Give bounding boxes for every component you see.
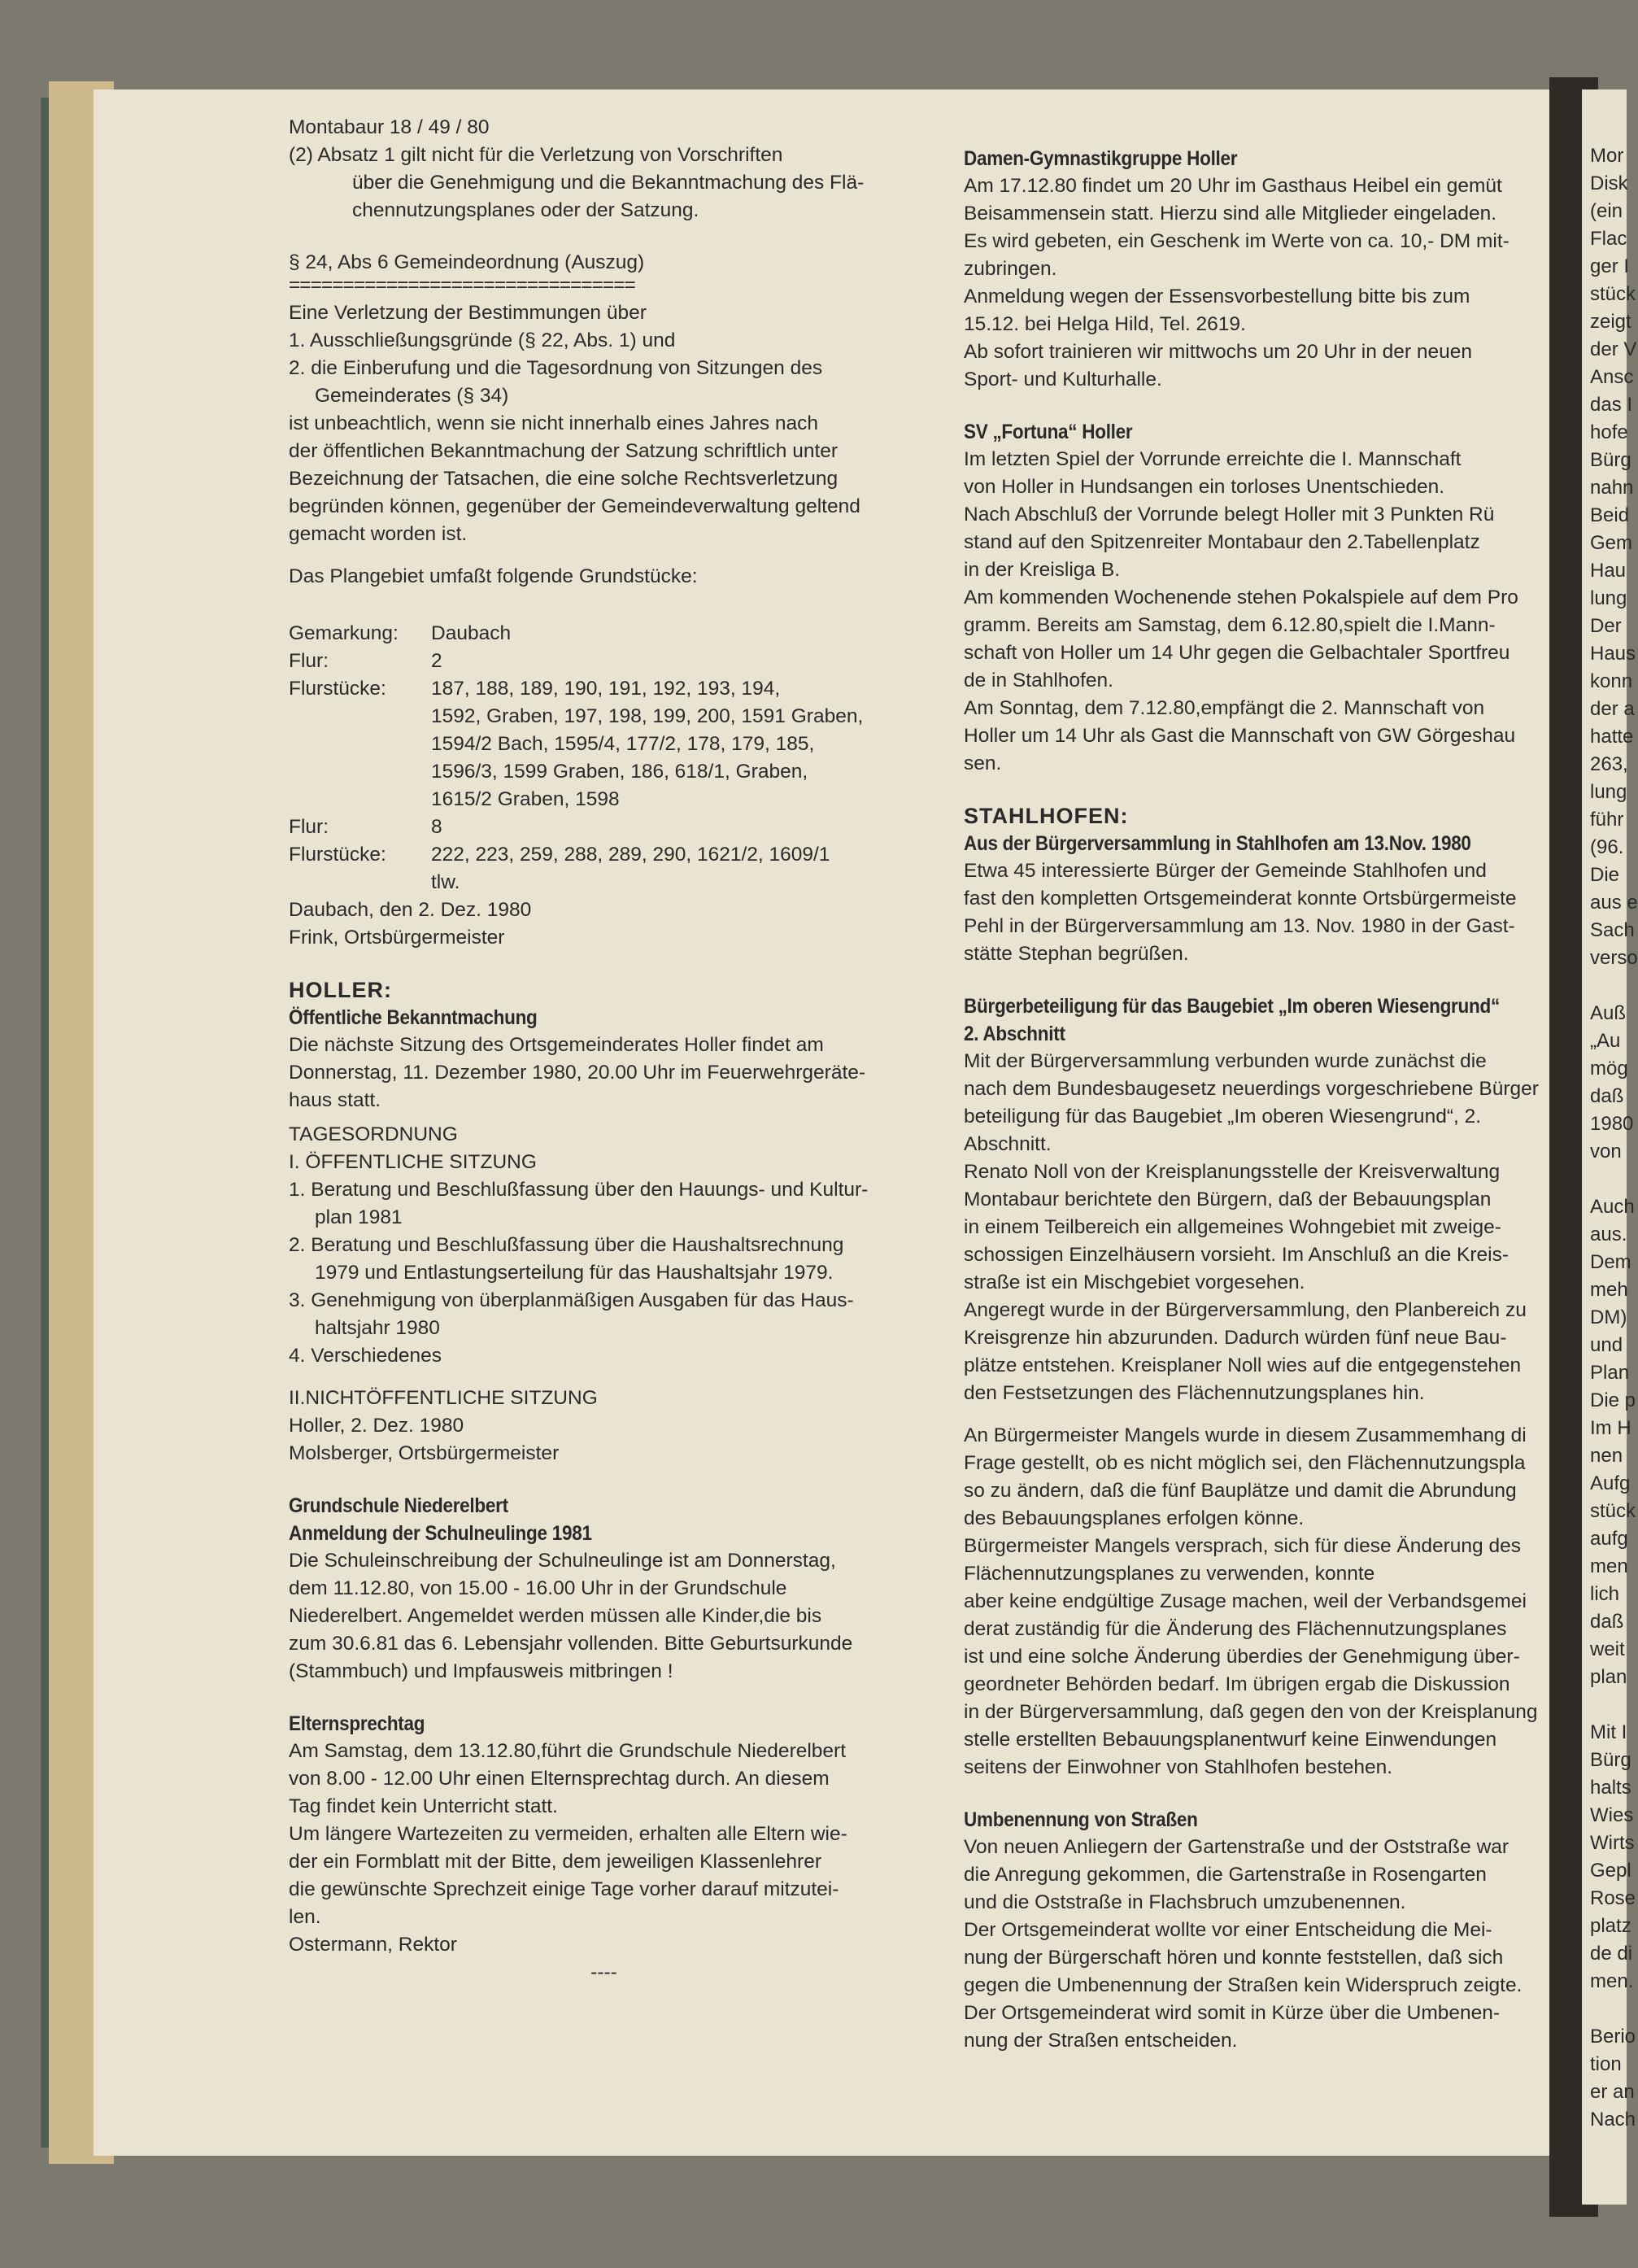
next-page-fragment: 1980 — [1590, 1113, 1634, 1135]
text-line: in einem Teilbereich ein allgemeines Wohngebiet mit zweige- — [964, 1216, 1501, 1238]
next-page-fragment: Der — [1590, 615, 1622, 637]
text-line: fast den kompletten Ortsgemeinderat konnte Ortsbürgermeiste — [964, 888, 1517, 909]
signature-line: Frink, Ortsbürgermeister — [289, 927, 505, 949]
list-item: 2. Beratung und Beschlußfassung über die Haushaltsrechnung — [289, 1234, 844, 1256]
parcel-value: 1596/3, 1599 Graben, 186, 618/1, Graben, — [431, 761, 808, 783]
next-page-fragment: mög — [1590, 1058, 1628, 1079]
text-line: beteiligung für das Baugebiet „Im oberen Wiesengrund“, 2. — [964, 1106, 1482, 1127]
section-title: § 24, Abs 6 Gemeindeordnung (Auszug) — [289, 251, 645, 273]
parcel-key: Flur: — [289, 816, 329, 838]
text-line: 1979 und Entlastungserteilung für das Haushaltsjahr 1979. — [315, 1262, 834, 1284]
next-page-fragment: (ein — [1590, 200, 1623, 222]
text-line: Daubach, den 2. Dez. 1980 — [289, 899, 532, 921]
next-page-fragment: aus. — [1590, 1223, 1627, 1245]
parcel-value: 1592, Graben, 197, 198, 199, 200, 1591 Graben, — [431, 705, 864, 727]
text-line: aber keine endgültige Zusage machen, weil der Verbandsgemei — [964, 1590, 1527, 1612]
next-page-fragment: und — [1590, 1334, 1623, 1356]
text-line: des Bebauungsplanes erfolgen könne. — [964, 1507, 1305, 1529]
parcel-value: Daubach — [431, 622, 512, 644]
text-line: Abschnitt. — [964, 1133, 1052, 1155]
article-title: Damen-Gymnastikgruppe Holler — [964, 147, 1238, 170]
text-line: Mit der Bürgerversammlung verbunden wurde zunächst die — [964, 1050, 1487, 1072]
text-line: so zu ändern, daß die fünf Bauplätze und damit die Abrundung — [964, 1480, 1517, 1502]
next-page-fragment: Flac — [1590, 228, 1627, 250]
text-line: begründen können, gegenüber der Gemeindeverwaltung geltend — [289, 495, 860, 517]
next-page-fragment: platz — [1590, 1915, 1631, 1937]
section-separator: ---- — [590, 1961, 617, 1983]
next-page-fragment: lich — [1590, 1583, 1620, 1605]
next-page-fragment: ger I — [1590, 255, 1630, 277]
text-line: von 8.00 - 12.00 Uhr einen Elternsprechtag durch. An diesem — [289, 1768, 830, 1790]
article-title: Elternsprechtag — [289, 1712, 425, 1735]
next-page-fragment: aufg — [1590, 1528, 1628, 1550]
next-page-fragment: stück — [1590, 1500, 1636, 1522]
text-line: Eine Verletzung der Bestimmungen über — [289, 302, 647, 324]
text-line: Montabaur berichtete den Bürgern, daß der Bebauungsplan — [964, 1189, 1492, 1210]
next-page-fragment: Die — [1590, 864, 1620, 886]
text-line: Etwa 45 interessierte Bürger der Gemeinde Stahlhofen und — [964, 860, 1487, 882]
next-page-fragment: Ansc — [1590, 366, 1634, 388]
next-page-fragment: daß — [1590, 1611, 1624, 1633]
next-page-fragment: Berio — [1590, 2026, 1636, 2048]
text-line: Beisammensein statt. Hierzu sind alle Mitglieder eingeladen. — [964, 203, 1497, 225]
next-page-fragment: tion — [1590, 2053, 1622, 2075]
text-line: Holler, 2. Dez. 1980 — [289, 1415, 464, 1437]
next-page-fragment — [1582, 1995, 1627, 2023]
text-line: Bezeichnung der Tatsachen, die eine solche Rechtsverletzung — [289, 468, 839, 490]
article-title: SV „Fortuna“ Holler — [964, 421, 1133, 443]
text-line: gegen die Umbenennung der Straßen kein Widerspruch zeigte. — [964, 1974, 1523, 1996]
text-line: straße ist ein Mischgebiet vorgesehen. — [964, 1271, 1305, 1293]
next-page-fragment: Sach — [1590, 919, 1635, 941]
next-page-fragment: Aufg — [1590, 1472, 1631, 1494]
parcel-value: 187, 188, 189, 190, 191, 192, 193, 194, — [431, 678, 781, 700]
text-line: Flächennutzungsplanes zu verwenden, konnte — [964, 1563, 1375, 1585]
text-line: I. ÖFFENTLICHE SITZUNG — [289, 1151, 537, 1173]
text-line: Bürgermeister Mangels versprach, sich für diese Änderung des — [964, 1535, 1521, 1557]
next-page-fragment: zeigt — [1590, 311, 1631, 333]
text-line: ist unbeachtlich, wenn sie nicht innerhalb eines Jahres nach — [289, 412, 819, 434]
article-title: Bürgerbeteiligung für das Baugebiet „Im oberen Wiesengrund“ — [964, 995, 1500, 1018]
next-page-fragment: halts — [1590, 1777, 1631, 1799]
parcel-value: 222, 223, 259, 288, 289, 290, 1621/2, 1609/1 — [431, 844, 830, 866]
parcel-key: Flurstücke: — [289, 678, 386, 700]
next-page-fragment: 263, — [1590, 753, 1628, 775]
text-line: Pehl in der Bürgerversammlung am 13. Nov. 1980 in der Gast- — [964, 915, 1515, 937]
next-page-fragment: meh — [1590, 1279, 1628, 1301]
text-line: Am Sonntag, dem 7.12.80,empfängt die 2. Mannschaft von — [964, 697, 1485, 719]
next-page-fragment: stück — [1590, 283, 1636, 305]
text-line: Nach Abschluß der Vorrunde belegt Holler mit 3 Punkten Rü — [964, 504, 1495, 526]
text-line: II.NICHTÖFFENTLICHE SITZUNG — [289, 1387, 598, 1409]
text-line: Ab sofort trainieren wir mittwochs um 20 Uhr in der neuen — [964, 341, 1473, 363]
text-line: Gemeinderates (§ 34) — [315, 385, 509, 407]
next-page-fragment: Mit I — [1590, 1721, 1627, 1743]
text-line: nach dem Bundesbaugesetz neuerdings vorgeschriebene Bürger — [964, 1078, 1539, 1100]
next-page-fragment: führ — [1590, 809, 1624, 831]
parcel-table — [289, 620, 919, 896]
text-line: Es wird gebeten, ein Geschenk im Werte von ca. 10,- DM mit- — [964, 230, 1509, 252]
parcel-key: Flurstücke: — [289, 844, 386, 866]
text-line: sen. — [964, 752, 1002, 774]
text-line: de in Stahlhofen. — [964, 669, 1113, 691]
text-line: Am Samstag, dem 13.12.80,führt die Grundschule Niederelbert — [289, 1740, 847, 1762]
list-item: 3. Genehmigung von überplanmäßigen Ausgaben für das Haus- — [289, 1289, 854, 1311]
text-line: dem 11.12.80, von 15.00 - 16.00 Uhr in der Grundschule — [289, 1577, 787, 1599]
next-page-fragment: daß — [1590, 1085, 1624, 1107]
text-line: Der Ortsgemeinderat wollte vor einer Entscheidung die Mei- — [964, 1919, 1492, 1941]
parcel-key: Gemarkung: — [289, 622, 399, 644]
text-line: Das Plangebiet umfaßt folgende Grundstücke: — [289, 565, 698, 587]
text-line: ist und eine solche Änderung überdies der Genehmigung über- — [964, 1646, 1520, 1668]
next-page-fragment: Rose — [1590, 1887, 1636, 1909]
article-title: Aus der Bürgerversammlung in Stahlhofen am 13.Nov. 1980 — [964, 832, 1471, 855]
text-line: 15.12. bei Helga Hild, Tel. 2619. — [964, 313, 1246, 335]
text-line: gramm. Bereits am Samstag, dem 6.12.80,spielt die I.Mann- — [964, 614, 1496, 636]
signature-line: Molsberger, Ortsbürgermeister — [289, 1442, 560, 1464]
text-line: über die Genehmigung und die Bekanntmachung des Flä- — [352, 172, 865, 194]
text-line: geordneter Behörden bedarf. Im übrigen ergab die Diskussion — [964, 1673, 1510, 1695]
text-line: stelle erstellten Bebauungsplanentwurf keine Einwendungen — [964, 1729, 1497, 1751]
text-line: len. — [289, 1906, 321, 1928]
text-line: TAGESORDNUNG — [289, 1123, 458, 1145]
text-line: gemacht worden ist. — [289, 523, 468, 545]
next-page-fragment: Dem — [1590, 1251, 1631, 1273]
text-line: Kreisgrenze hin abzurunden. Dadurch würden fünf neue Bau- — [964, 1327, 1507, 1349]
next-page-fragment: aus e — [1590, 892, 1638, 914]
next-page-fragment: Disk — [1590, 172, 1628, 194]
text-line: in der Bürgerversammlung, daß gegen den von der Kreisplanung — [964, 1701, 1538, 1723]
next-page-fragment: hofe — [1590, 421, 1628, 443]
next-page-fragment: nen — [1590, 1445, 1623, 1467]
signature-line: Ostermann, Rektor — [289, 1934, 457, 1956]
next-page-fragment: der a — [1590, 698, 1635, 720]
text-line: die gewünschte Sprechzeit einige Tage vorher darauf mitzutei- — [289, 1878, 839, 1900]
left-column — [289, 114, 919, 1987]
next-page-fragment: de di — [1590, 1943, 1633, 1965]
text-line: und die Oststraße in Flachsbruch umzubenennen. — [964, 1891, 1406, 1913]
next-page-fragment: Die p — [1590, 1389, 1636, 1411]
list-item: 1. Beratung und Beschlußfassung über den Hauungs- und Kultur- — [289, 1179, 869, 1201]
text-line: der öffentlichen Bekanntmachung der Satzung schriftlich unter — [289, 440, 839, 462]
article-title: Öffentliche Bekanntmachung — [289, 1006, 538, 1029]
next-page-fragment — [1582, 1691, 1627, 1719]
text-line: Sport- und Kulturhalle. — [964, 369, 1162, 390]
text-line: in der Kreisliga B. — [964, 559, 1121, 581]
text-line: Angeregt wurde in der Bürgerversammlung, den Planbereich zu — [964, 1299, 1527, 1321]
text-line: Im letzten Spiel der Vorrunde erreichte die I. Mannschaft — [964, 448, 1462, 470]
parcel-value: 2 — [431, 650, 442, 672]
text-line: Am kommenden Wochenende stehen Pokalspiele auf dem Pro — [964, 587, 1518, 608]
text-line: von Holler in Hundsangen ein torloses Unentschieden. — [964, 476, 1445, 498]
text-line: haltsjahr 1980 — [315, 1317, 440, 1339]
text-line: Frage gestellt, ob es nicht möglich sei, den Flächennutzungspla — [964, 1452, 1526, 1474]
next-page-fragment: (96. — [1590, 836, 1624, 858]
next-page-fragment: der V — [1590, 338, 1637, 360]
text-line: chennutzungsplanes oder der Satzung. — [352, 199, 699, 221]
section-heading: HOLLER: — [289, 978, 392, 1002]
article-title: Grundschule Niederelbert — [289, 1494, 508, 1517]
next-page-fragment: men — [1590, 1555, 1628, 1577]
list-item: 4. Verschiedenes — [289, 1345, 442, 1367]
next-page-fragment: das I — [1590, 394, 1633, 416]
text-line: haus statt. — [289, 1089, 381, 1111]
next-page-fragment: Auch — [1590, 1196, 1635, 1218]
text-line: Von neuen Anliegern der Gartenstraße und der Oststraße war — [964, 1836, 1509, 1858]
next-page-fragment: Bürg — [1590, 449, 1631, 471]
next-page-fragment: hatte — [1590, 726, 1634, 748]
parcel-value: 1615/2 Graben, 1598 — [431, 788, 620, 810]
text-line: plan 1981 — [315, 1206, 403, 1228]
text-line: (Stammbuch) und Impfausweis mitbringen ! — [289, 1660, 673, 1682]
text-line: Die nächste Sitzung des Ortsgemeinderates Holler findet am — [289, 1034, 824, 1056]
parcel-value: tlw. — [431, 871, 460, 893]
next-page-fragment — [1582, 1166, 1627, 1193]
next-page-fragment: Haus — [1590, 643, 1636, 665]
text-line: schossigen Einzelhäusern vorsieht. Im Anschluß an die Kreis- — [964, 1244, 1509, 1266]
next-page-fragment: „Au — [1590, 1030, 1621, 1052]
next-page-fragment: verso — [1590, 947, 1638, 969]
section-heading: STAHLHOFEN: — [964, 804, 1129, 828]
text-line: derat zuständig für die Änderung des Flächennutzungsplanes — [964, 1618, 1507, 1640]
text-line: Renato Noll von der Kreisplanungsstelle der Kreisverwaltung — [964, 1161, 1501, 1183]
next-page-fragment: Gepl — [1590, 1860, 1631, 1882]
text-line: nung der Bürgerschaft hören und konnte feststellen, daß sich — [964, 1947, 1504, 1969]
text-line: stand auf den Spitzenreiter Montabaur den 2.Tabellenplatz — [964, 531, 1480, 553]
article-title: 2. Abschnitt — [964, 1023, 1065, 1045]
next-page-fragment: DM) — [1590, 1306, 1627, 1328]
next-page-fragment: Wirts — [1590, 1832, 1635, 1854]
page-header: Montabaur 18 / 49 / 80 — [289, 116, 490, 138]
next-page-fragment: Plan — [1590, 1362, 1630, 1384]
next-page-fragment: Im H — [1590, 1417, 1631, 1439]
text-line: Um längere Wartezeiten zu vermeiden, erhalten alle Eltern wie- — [289, 1823, 847, 1845]
next-page-fragment: lung — [1590, 587, 1627, 609]
next-page-fragment: Auß — [1590, 1002, 1627, 1024]
text-line: schaft von Holler um 14 Uhr gegen die Gelbachtaler Sportfreu — [964, 642, 1510, 664]
article-title: Anmeldung der Schulneulinge 1981 — [289, 1522, 592, 1545]
text-line: Tag findet kein Unterricht statt. — [289, 1795, 558, 1817]
text-line: die Anregung gekommen, die Gartenstraße in Rosengarten — [964, 1864, 1487, 1886]
next-page-fragment: Wies — [1590, 1804, 1634, 1826]
next-page-fragment — [1582, 972, 1627, 1000]
text-line: An Bürgermeister Mangels wurde in diesem Zusammemhang di — [964, 1424, 1527, 1446]
text-line: Niederelbert. Angemeldet werden müssen alle Kinder,die bis — [289, 1605, 822, 1627]
text-line: seitens der Einwohner von Stahlhofen bestehen. — [964, 1756, 1393, 1778]
list-item: 1. Ausschließungsgründe (§ 22, Abs. 1) und — [289, 329, 676, 351]
text-line: nung der Straßen entscheiden. — [964, 2030, 1238, 2052]
text-line: Am 17.12.80 findet um 20 Uhr im Gasthaus Heibel ein gemüt — [964, 175, 1502, 197]
next-page-fragment: Nach — [1590, 2109, 1636, 2131]
text-line: Holler um 14 Uhr als Gast die Mannschaft von GW Görgeshau — [964, 725, 1516, 747]
next-page-fragment: Hau — [1590, 560, 1627, 582]
text-line: zubringen. — [964, 258, 1057, 280]
article-title: Umbenennung von Straßen — [964, 1808, 1198, 1831]
text-line: plätze entstehen. Kreisplaner Noll wies auf die entgegenstehen — [964, 1354, 1522, 1376]
next-page-edge — [1582, 89, 1638, 2205]
text-line: zum 30.6.81 das 6. Lebensjahr vollenden. Bitte Geburtsurkunde — [289, 1633, 853, 1655]
text-line: Der Ortsgemeinderat wird somit in Kürze über die Umbenen- — [964, 2002, 1501, 2024]
parcel-value: 8 — [431, 816, 442, 838]
text-line: Anmeldung wegen der Essensvorbestellung bitte bis zum — [964, 286, 1470, 307]
next-page-fragment: Gem — [1590, 532, 1633, 554]
underline-rule: ================================ — [289, 274, 635, 296]
text-line: Donnerstag, 11. Dezember 1980, 20.00 Uhr im Feuerwehrgeräte- — [289, 1062, 866, 1084]
next-page-fragment: weit — [1590, 1638, 1625, 1660]
next-page-fragment: Bürg — [1590, 1749, 1631, 1771]
next-page-fragment: plan — [1590, 1666, 1627, 1688]
next-page-fragment: von — [1590, 1141, 1622, 1162]
text-line: der ein Formblatt mit der Bitte, dem jeweiligen Klassenlehrer — [289, 1851, 821, 1873]
next-page-fragment: men. — [1590, 1970, 1634, 1992]
next-page-text — [1582, 89, 1638, 2134]
text-line: (2) Absatz 1 gilt nicht für die Verletzung von Vorschriften — [289, 144, 783, 166]
next-page-fragment: er an — [1590, 2081, 1635, 2103]
text-line: den Festsetzungen des Flächennutzungsplanes hin. — [964, 1382, 1425, 1404]
text-line: Die Schuleinschreibung der Schulneulinge ist am Donnerstag, — [289, 1550, 836, 1572]
next-page-fragment: Beid — [1590, 504, 1630, 526]
parcel-key: Flur: — [289, 650, 329, 672]
right-column — [964, 114, 1566, 2055]
next-page-fragment: lung — [1590, 781, 1627, 803]
text-line: stätte Stephan begrüßen. — [964, 943, 1189, 965]
parcel-value: 1594/2 Bach, 1595/4, 177/2, 178, 179, 185, — [431, 733, 815, 755]
next-page-fragment: Mor — [1590, 145, 1624, 167]
next-page-fragment: konn — [1590, 670, 1633, 692]
next-page-fragment: nahn — [1590, 477, 1634, 499]
list-item: 2. die Einberufung und die Tagesordnung von Sitzungen des — [289, 357, 823, 379]
